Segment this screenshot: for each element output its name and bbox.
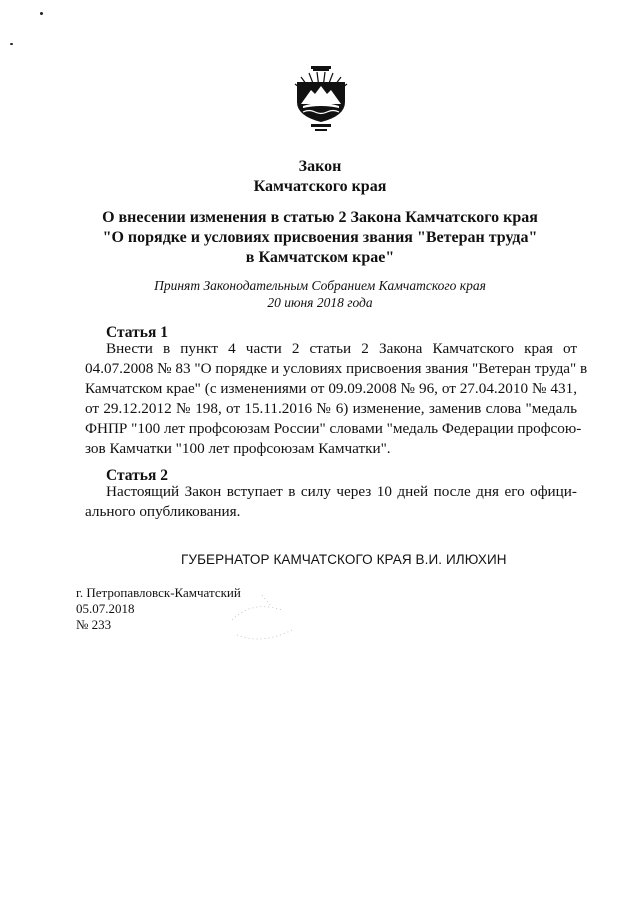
article-1-line: 04.07.2008 № 83 "О порядке и условиях присвоения звания "Ветеран труда" в [85, 360, 588, 377]
article-1-line: Внести в пункт 4 части 2 статьи 2 Закона Камчатского края от [106, 340, 577, 357]
law-subject-line: О внесении изменения в статью 2 Закона Камчатского края [102, 209, 538, 226]
article-1-line: ФНПР "100 лет профсоюзам России" словами "медаль Федерации профсою- [85, 420, 582, 437]
article-1-line: Камчатском крае" (с изменениями от 09.09.2008 № 96, от 27.04.2010 № 431, [85, 380, 577, 397]
scan-speck [10, 43, 13, 45]
place-of-signing: г. Петропавловск-Камчатский [76, 585, 241, 600]
law-subject-line: "О порядке и условиях присвоения звания "Ветеран труда" [102, 229, 538, 246]
article-1-title: Статья 1 [106, 324, 168, 341]
kamchatka-coat-of-arms-icon [289, 64, 353, 136]
article-1-line: зов Камчатки "100 лет профсоюзам Камчатки". [85, 440, 391, 457]
article-1-text [85, 339, 588, 459]
adoption-date: 20 июня 2018 года [267, 295, 373, 310]
law-region: Камчатского края [253, 178, 387, 195]
law-subject [0, 208, 640, 268]
article-2-line: Настоящий Закон вступает в силу через 10 дней после дня его офици- [106, 483, 577, 500]
adoption-line: Принят Законодательным Собранием Камчатского края [154, 278, 486, 293]
law-number: № 233 [76, 617, 112, 632]
article-2-text [85, 482, 577, 522]
scan-speck [40, 12, 43, 15]
adoption-note [0, 277, 640, 311]
signing-date: 05.07.2018 [76, 601, 135, 616]
governor-signature: ГУБЕРНАТОР КАМЧАТСКОГО КРАЯ В.И. ИЛЮХИН [181, 552, 507, 567]
article-1-line: от 29.12.2012 № 198, от 15.11.2016 № 6) изменение, заменив слова "медаль [85, 400, 577, 417]
law-subject-line: в Камчатском крае" [245, 249, 395, 266]
law-label: Закон [298, 158, 342, 175]
article-2-title: Статья 2 [106, 467, 168, 484]
article-2-line: ального опубликования. [85, 503, 241, 520]
